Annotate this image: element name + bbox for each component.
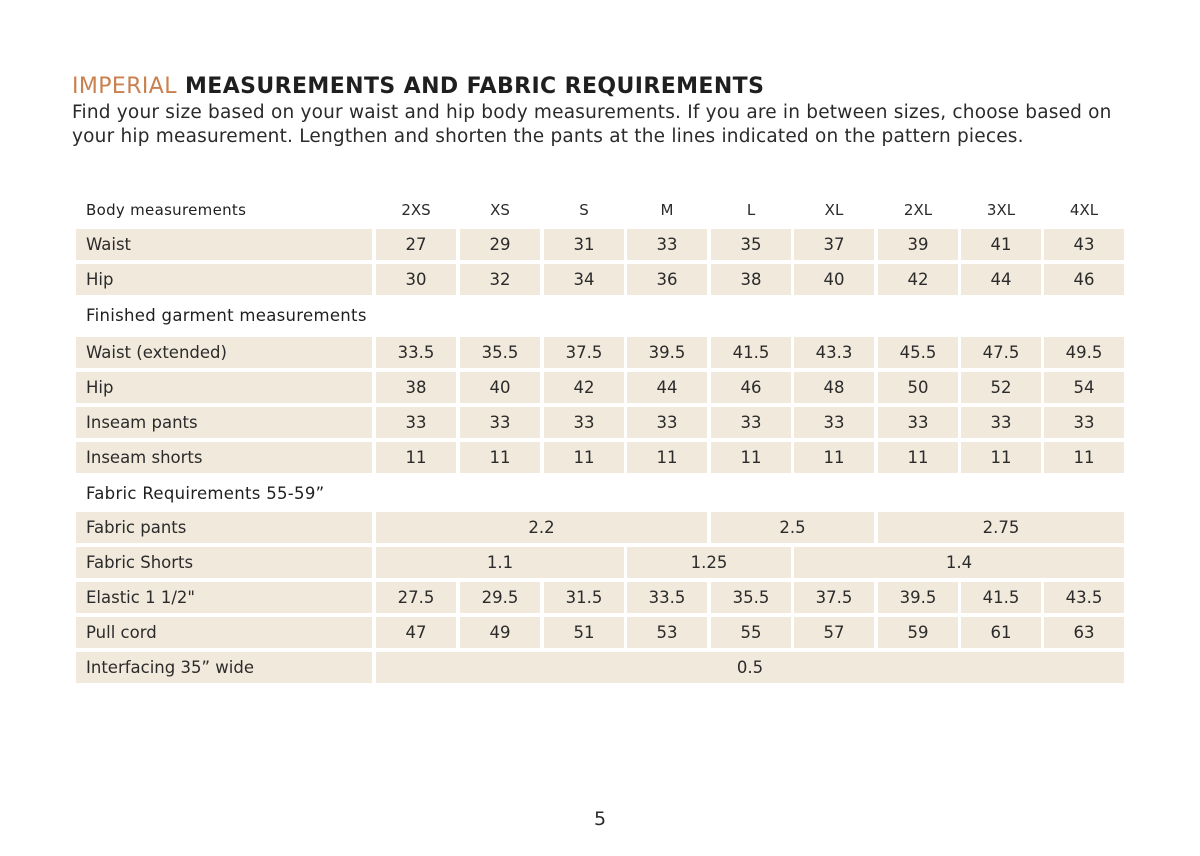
- size-header-row: [0, 194, 1200, 225]
- row-label: Waist: [76, 229, 372, 260]
- table-cell: 46: [1044, 264, 1124, 295]
- intro-text: Find your size based on your waist and hip body measurements. If you are in between sizes, choose based on your hip measurement. Lengthen and shorten the pants at the lines indicated on the pattern pieces.: [72, 102, 1112, 147]
- table-cell: 49: [460, 617, 540, 648]
- table-cell: 37.5: [794, 582, 874, 613]
- table-row: [0, 442, 1200, 473]
- table-cell: 42: [878, 264, 958, 295]
- table-cell: 33.5: [376, 337, 456, 368]
- table-cell: 46: [711, 372, 791, 403]
- section-title-finished: Finished garment measurements: [86, 306, 367, 325]
- table-cell: 33: [878, 407, 958, 438]
- table-cell: 48: [794, 372, 874, 403]
- table-cell: 57: [794, 617, 874, 648]
- table-cell: 38: [711, 264, 791, 295]
- row-label: Interfacing 35” wide: [76, 652, 372, 683]
- table-cell: 38: [376, 372, 456, 403]
- row-label: Elastic 1 1/2": [76, 582, 372, 613]
- table-cell: 53: [627, 617, 707, 648]
- table-cell: 29.5: [460, 582, 540, 613]
- table-cell: 11: [627, 442, 707, 473]
- table-cell: 30: [376, 264, 456, 295]
- table-cell: 42: [544, 372, 624, 403]
- row-label: Inseam shorts: [76, 442, 372, 473]
- page-number: 5: [593, 808, 607, 830]
- size-header: 3XL: [986, 200, 1016, 219]
- table-row: [0, 617, 1200, 648]
- table-cell: 43: [1044, 229, 1124, 260]
- table-cell: 50: [878, 372, 958, 403]
- table-cell: 11: [376, 442, 456, 473]
- table-cell: 34: [544, 264, 624, 295]
- table-cell: 47: [376, 617, 456, 648]
- table-row: [0, 337, 1200, 368]
- table-row: [0, 512, 1200, 543]
- table-cell: 54: [1044, 372, 1124, 403]
- table-cell: 33: [376, 407, 456, 438]
- merged-cell: 2.5: [711, 512, 874, 543]
- table-cell: 55: [711, 617, 791, 648]
- merged-cell: 1.25: [627, 547, 791, 578]
- table-cell: 36: [627, 264, 707, 295]
- table-cell: 31.5: [544, 582, 624, 613]
- table-cell: 59: [878, 617, 958, 648]
- row-label: Inseam pants: [76, 407, 372, 438]
- table-cell: 11: [878, 442, 958, 473]
- table-cell: 63: [1044, 617, 1124, 648]
- table-cell: 52: [961, 372, 1041, 403]
- table-cell: 37: [794, 229, 874, 260]
- table-cell: 61: [961, 617, 1041, 648]
- table-cell: 11: [961, 442, 1041, 473]
- heading-title: MEASUREMENTS AND FABRIC REQUIREMENTS: [184, 74, 765, 99]
- table-cell: 41.5: [961, 582, 1041, 613]
- table-cell: 11: [544, 442, 624, 473]
- row-label: Hip: [76, 264, 372, 295]
- table-row: [0, 547, 1200, 578]
- table-cell: 43.3: [794, 337, 874, 368]
- table-cell: 45.5: [878, 337, 958, 368]
- table-row: [0, 652, 1200, 683]
- table-cell: 40: [794, 264, 874, 295]
- table-cell: 37.5: [544, 337, 624, 368]
- size-header: XL: [824, 200, 844, 219]
- table-cell: 11: [1044, 442, 1124, 473]
- table-cell: 11: [460, 442, 540, 473]
- table-cell: 44: [961, 264, 1041, 295]
- size-header: XS: [490, 200, 510, 219]
- table-cell: 51: [544, 617, 624, 648]
- row-label: Hip: [76, 372, 372, 403]
- table-cell: 33: [1044, 407, 1124, 438]
- row-label: Pull cord: [76, 617, 372, 648]
- table-row: [0, 372, 1200, 403]
- table-cell: 11: [711, 442, 791, 473]
- size-header: 2XL: [903, 200, 933, 219]
- table-cell: 39.5: [878, 582, 958, 613]
- table-row: [0, 582, 1200, 613]
- merged-cell: 2.2: [376, 512, 707, 543]
- row-label: Waist (extended): [76, 337, 372, 368]
- table-cell: 39: [878, 229, 958, 260]
- table-cell: 40: [460, 372, 540, 403]
- size-header: S: [579, 200, 589, 219]
- row-label: Fabric pants: [76, 512, 372, 543]
- section-row: [0, 300, 1200, 331]
- table-cell: 47.5: [961, 337, 1041, 368]
- table-cell: 35.5: [460, 337, 540, 368]
- table-cell: 43.5: [1044, 582, 1124, 613]
- table-cell: 31: [544, 229, 624, 260]
- table-cell: 33: [711, 407, 791, 438]
- table-cell: 27: [376, 229, 456, 260]
- table-cell: 32: [460, 264, 540, 295]
- table-cell: 39.5: [627, 337, 707, 368]
- heading-accent: IMPERIAL: [72, 74, 177, 99]
- size-header: 2XS: [401, 200, 431, 219]
- table-row: [0, 229, 1200, 260]
- table-cell: 35.5: [711, 582, 791, 613]
- row-label: Fabric Shorts: [76, 547, 372, 578]
- merged-cell: 1.4: [794, 547, 1124, 578]
- table-cell: 11: [794, 442, 874, 473]
- merged-cell: 0.5: [376, 652, 1124, 683]
- table-cell: 27.5: [376, 582, 456, 613]
- table-cell: 33: [627, 407, 707, 438]
- table-cell: 44: [627, 372, 707, 403]
- section-row: [0, 478, 1200, 509]
- table-cell: 33: [544, 407, 624, 438]
- section-title-fabric: Fabric Requirements 55-59”: [86, 484, 325, 503]
- merged-cell: 1.1: [376, 547, 624, 578]
- table-row: [0, 264, 1200, 295]
- size-header: L: [746, 200, 756, 219]
- table-cell: 29: [460, 229, 540, 260]
- table-cell: 33.5: [627, 582, 707, 613]
- table-cell: 33: [460, 407, 540, 438]
- table-cell: 33: [961, 407, 1041, 438]
- size-header: 4XL: [1069, 200, 1099, 219]
- size-header: M: [660, 200, 674, 219]
- table-cell: 33: [627, 229, 707, 260]
- table-cell: 41.5: [711, 337, 791, 368]
- table-cell: 33: [794, 407, 874, 438]
- section-title-body: Body measurements: [86, 200, 247, 219]
- table-cell: 49.5: [1044, 337, 1124, 368]
- merged-cell: 2.75: [878, 512, 1124, 543]
- table-cell: 41: [961, 229, 1041, 260]
- table-cell: 35: [711, 229, 791, 260]
- table-row: [0, 407, 1200, 438]
